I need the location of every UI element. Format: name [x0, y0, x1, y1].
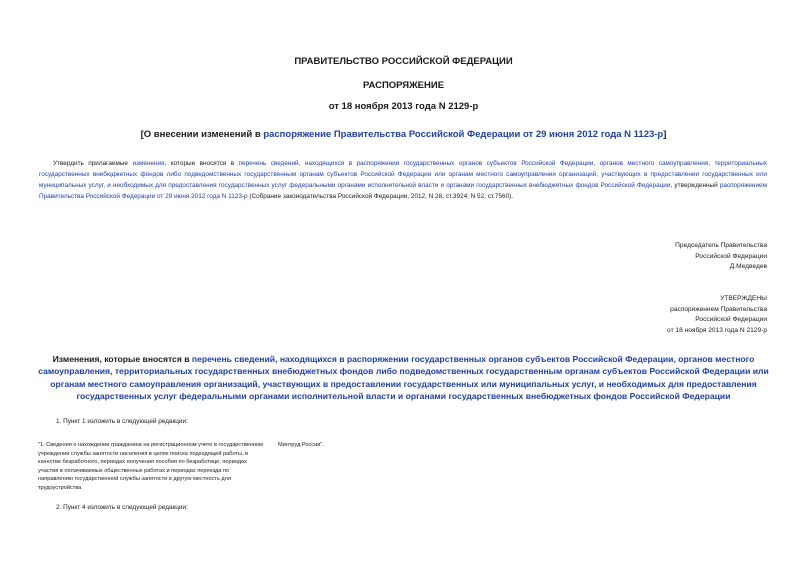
table-cell-organization: Минтруд России".	[278, 442, 324, 448]
paragraph-text-2: , которые вносятся в	[164, 160, 239, 167]
item-2: 2. Пункт 4 изложить в следующей редакции:	[56, 504, 188, 511]
paragraph-text-1: Утвердить прилагаемые	[53, 160, 133, 167]
paragraph-text-3: , утвержденный	[670, 181, 720, 189]
list-link[interactable]: перечень сведений, находящихся в распоряжении государственных органов субъектов Российской Федерации, органов местного самоуправления, территориальных государственных внебюджетных фондов либо подведомственных государственным органам субъектов Российской Федерации или органам местного самоуправления организаций, участвующих в предоставлении государственных или муниципальных услуг, и необходимых для предоставления государственных услуг федеральными органами исполнительной власти и органами государственных внебюджетных фондов Российской Федерации	[39, 160, 768, 189]
signature-name: Д.Медведев	[729, 263, 767, 271]
approval-line-3: Российской Федерации	[695, 316, 767, 324]
subject-link[interactable]: распоряжение Правительства Российской Федерации от 29 июня 2012 года N 1123-р	[263, 129, 664, 140]
signature-country: Российской Федерации	[695, 252, 767, 260]
signature-position: Председатель Правительства	[675, 242, 767, 249]
item-1: 1. Пункт 1 изложить в следующей редакции:	[56, 418, 188, 425]
document-type: РАСПОРЯЖЕНИЕ	[362, 80, 445, 91]
document-subject	[0, 129, 807, 140]
order-link[interactable]: распоряжением Правительства Российской Федерации от 29 июня 2012 года N 1123-р	[39, 181, 767, 200]
signature-block	[675, 241, 767, 273]
paragraph-text-4: (Собрание законодательства Российской Федерации, 2012, N 28, ст.3924; N 52, ст.7560).	[247, 192, 514, 200]
government-header: ПРАВИТЕЛЬСТВО РОССИЙСКОЙ ФЕДЕРАЦИИ	[294, 56, 513, 67]
approval-heading: УТВЕРЖДЕНЫ	[720, 295, 767, 302]
order-paragraph	[39, 159, 767, 203]
changes-title-link[interactable]: перечень сведений, находящихся в распоряжении государственных органов субъектов Российской Федерации, органов местного самоуправления, территориальных государственных внебюджетных фондов либо подведомственных государственным органам субъектов Российской Федерации или органам местного самоуправления организаций, участвующих в предоставлении государственных или муниципальных услуг, и необходимых для предоставления государственных услуг федеральными органами исполнительной власти и органами государственных внебюджетных фондов Российской Федерации	[38, 354, 769, 401]
approval-line-2: распоряжением Правительства	[670, 305, 767, 313]
approval-date: от 18 ноября 2013 года N 2129-р	[667, 326, 767, 334]
subject-prefix: [О внесении изменений в	[140, 129, 264, 140]
table-cell-text: "1. Сведения о нахождении гражданина на регистрационном учете в государственном учреждении службы занятости населения в целях поиска подходящей работы, в качестве безработного, периодах получения пособия по безработице, периодах участия в оплачиваемых общественных работах и периодах переезда по направлению государственной службы занятости в другую местность для трудоустройства	[38, 442, 263, 491]
subject-suffix: ]	[663, 129, 667, 140]
changes-link[interactable]: изменения	[132, 160, 165, 167]
document-date-number: от 18 ноября 2013 года N 2129-р	[328, 101, 479, 112]
changes-title-prefix: Изменения, которые вносятся в	[52, 354, 192, 364]
changes-title	[36, 353, 771, 402]
approval-block	[667, 294, 767, 336]
